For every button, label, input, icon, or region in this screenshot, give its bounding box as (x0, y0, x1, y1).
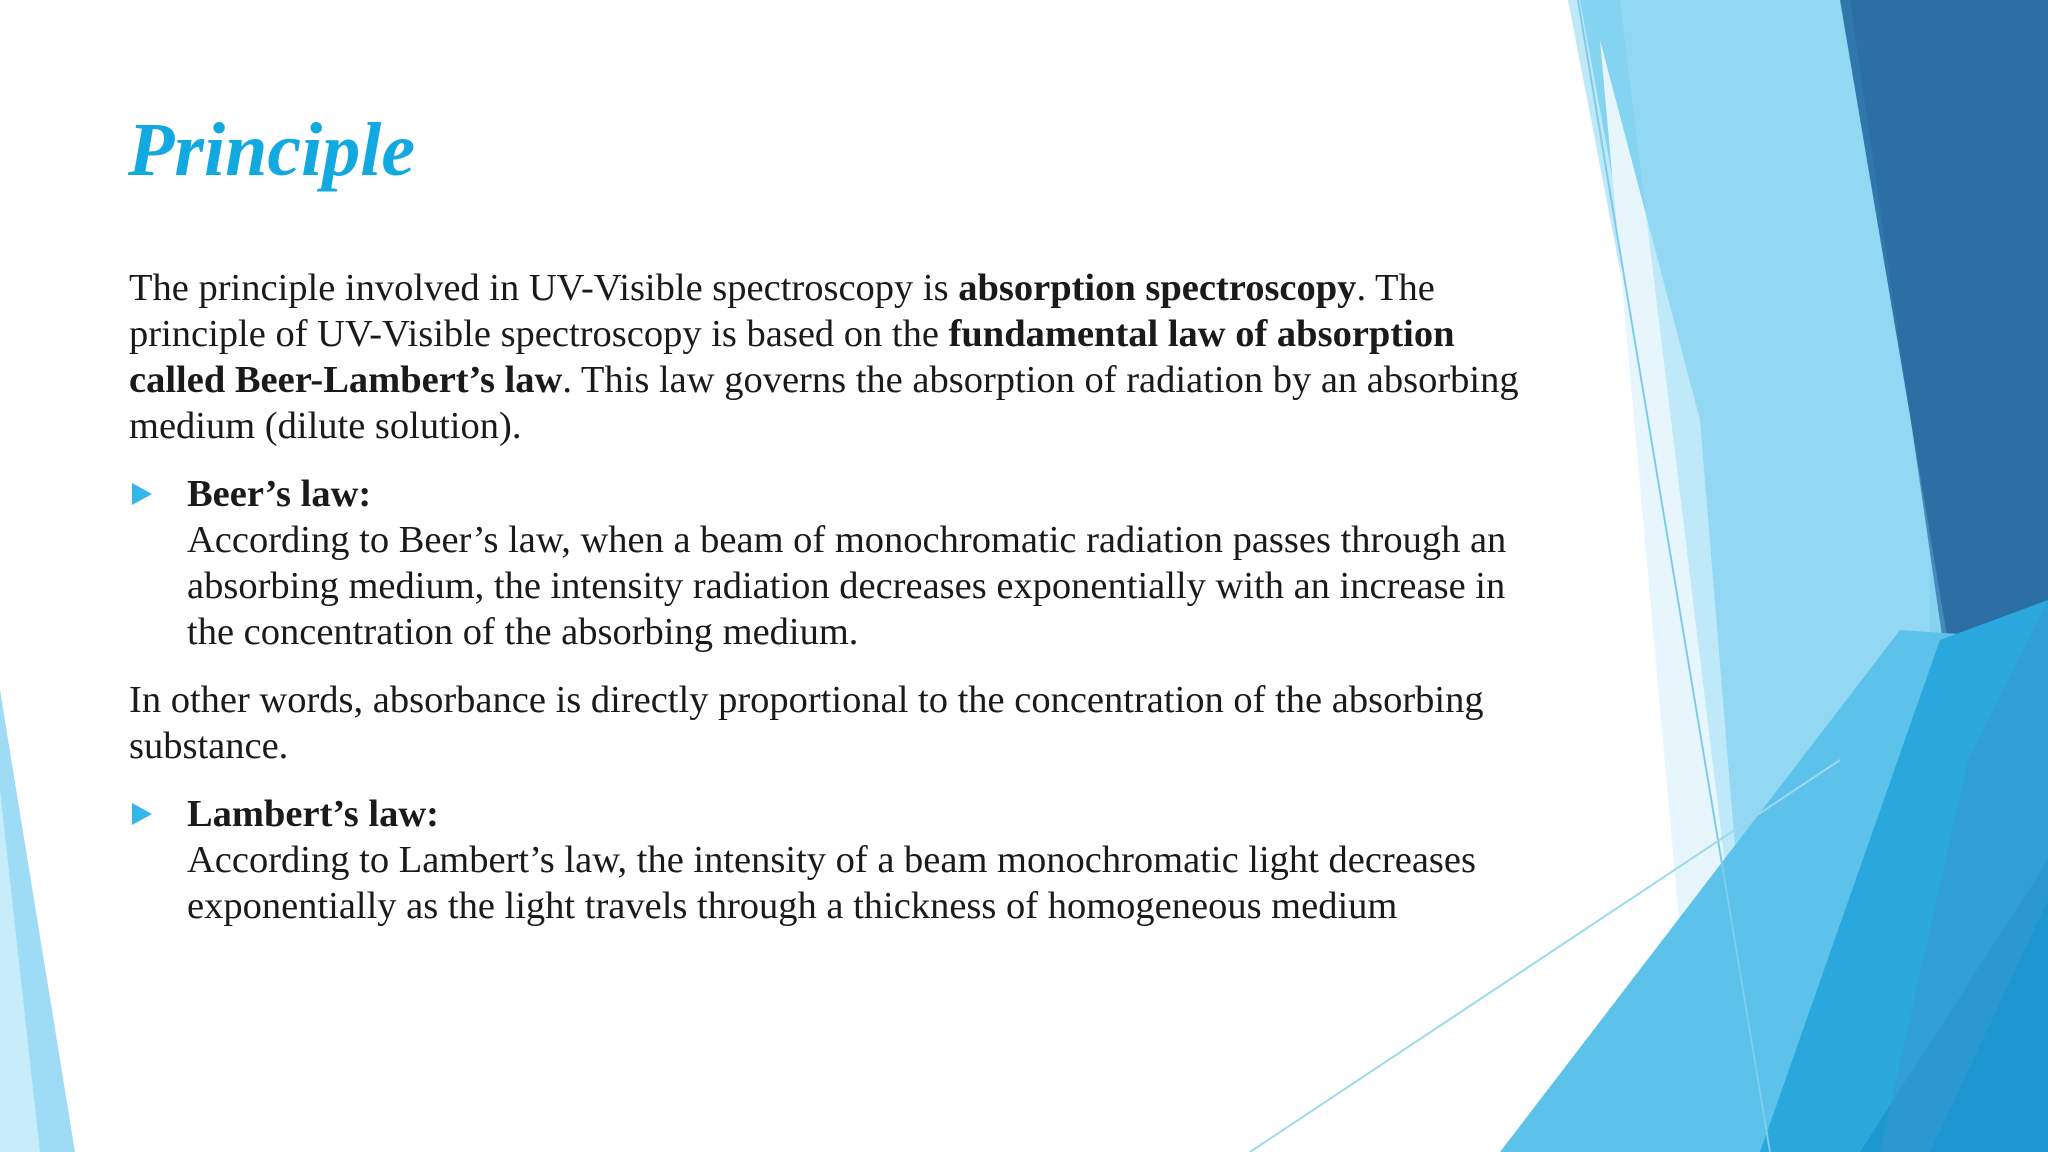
intro-text-2: . The principle of UV-Visible spectroscopy is based on the (129, 267, 1435, 355)
slide-title: Principle (128, 108, 416, 192)
beer-law-bullet (129, 471, 1529, 655)
intro-text-3: . This law governs the absorption of radiation by an absorbing medium (dilute solution). (129, 359, 1519, 447)
beer-law-heading: Beer’s law: (187, 473, 372, 515)
intro-text-1: The principle involved in UV-Visible spectroscopy is (129, 267, 959, 309)
bullet-arrow-icon (132, 803, 152, 825)
intro-bold-2: fundamental law of absorption called Beer-Lambert’s law (129, 313, 1455, 401)
lambert-law-text: According to Lambert’s law, the intensity of a beam monochromatic light decreases exponentially as the light travels through a thickness of homogeneous medium (187, 839, 1476, 927)
other-words-paragraph: In other words, absorbance is directly proportional to the concentration of the absorbing substance. (129, 679, 1484, 767)
bullet-arrow-icon (132, 483, 152, 505)
lambert-law-heading: Lambert’s law: (187, 793, 439, 835)
lambert-law-bullet (129, 791, 1529, 929)
intro-bold-1: absorption spectroscopy (958, 267, 1357, 309)
beer-law-text: According to Beer’s law, when a beam of monochromatic radiation passes through an absorbing medium, the intensity radiation decreases exponentially with an increase in the concentration of the absorbing medium. (187, 519, 1507, 653)
slide-body (129, 265, 1529, 929)
intro-paragraph (129, 265, 1529, 449)
